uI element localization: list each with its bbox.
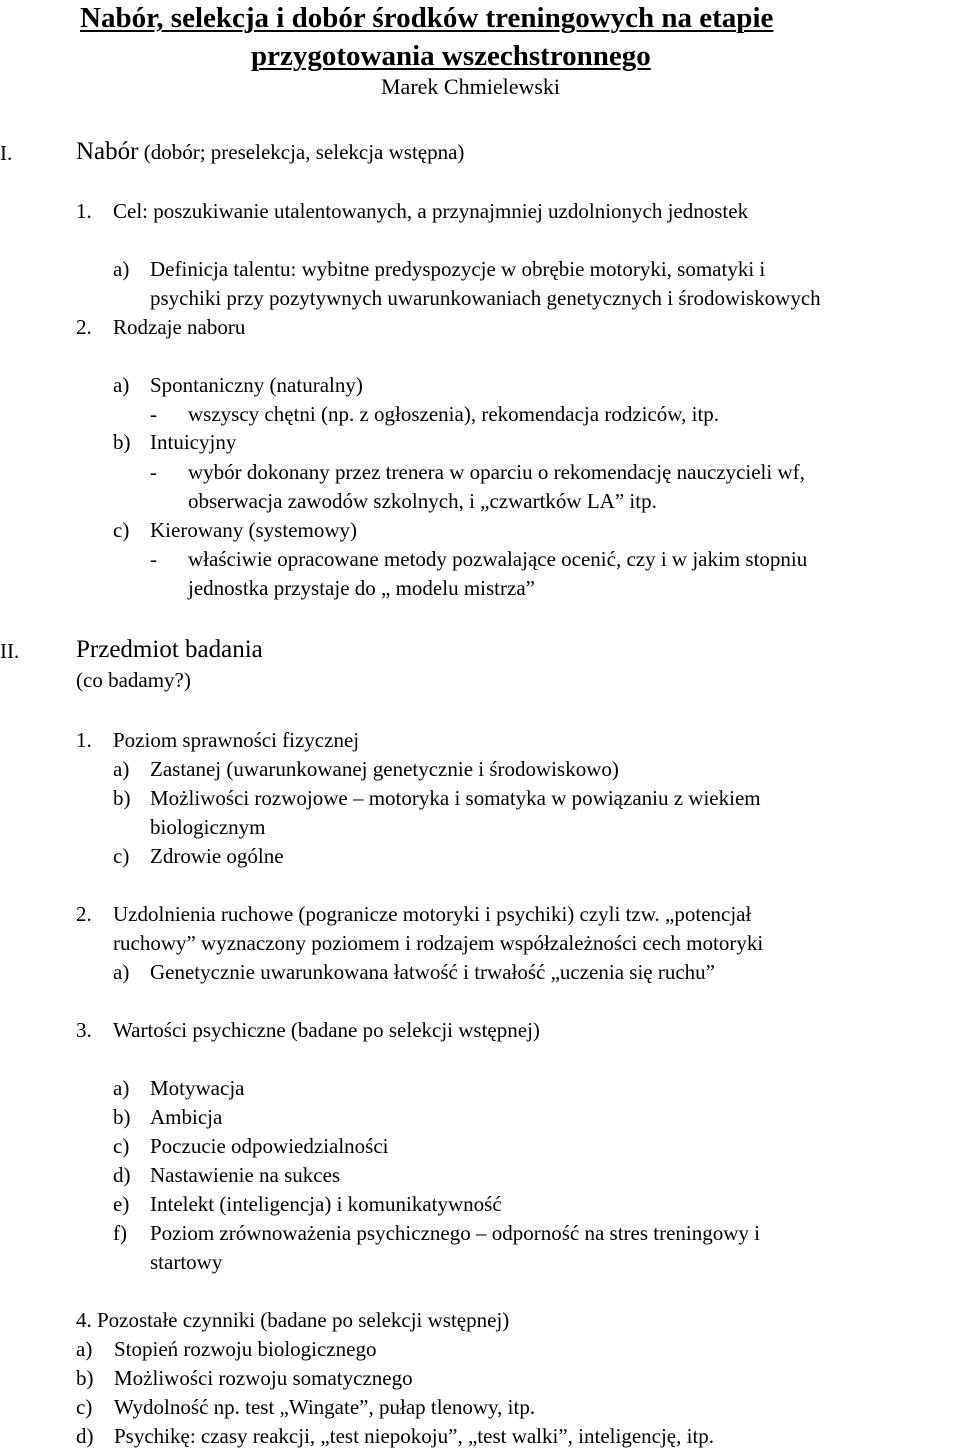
s2-item3-c-label: c)	[113, 1134, 130, 1158]
s1-item2-b-sub2: obserwacja zawodów szkolnych, i „czwartków LA” itp.	[188, 489, 657, 513]
s1-item1-text: Cel: poszukiwanie utalentowanych, a przynajmniej uzdolnionych jednostek	[113, 199, 749, 223]
s2-item3-d-label: d)	[113, 1163, 131, 1187]
s2-item4-a-text: Stopień rozwoju biologicznego	[114, 1337, 377, 1361]
s2-item1-num: 1.	[76, 728, 92, 752]
title-line-1: Nabór, selekcja i dobór środków treningowych na etapie	[80, 2, 774, 34]
s2-item2-a-label: a)	[113, 960, 130, 984]
s2-item4-b-text: Możliwości rozwoju somatycznego	[114, 1366, 413, 1390]
section-1-heading	[76, 139, 464, 164]
s2-item1-c-label: c)	[113, 844, 130, 868]
s1-item2-num: 2.	[76, 315, 92, 339]
s2-item2-num: 2.	[76, 902, 92, 926]
s1-item1-a-line2: psychiki przy pozytywnych uwarunkowaniach genetycznych i środowiskowych	[150, 286, 821, 310]
s1-item2-text: Rodzaje naboru	[113, 315, 246, 339]
s2-item3-num: 3.	[76, 1018, 92, 1042]
s2-item1-b-line2: biologicznym	[150, 815, 266, 839]
s2-item3-text: Wartości psychiczne (badane po selekcji wstępnej)	[113, 1018, 540, 1042]
s1-item2-c-sub2: jednostka przystaje do „ modelu mistrza”	[188, 576, 535, 600]
s1-item1-num: 1.	[76, 199, 92, 223]
s1-item1-a-line1: Definicja talentu: wybitne predyspozycje w obrębie motoryki, somatyki i	[150, 257, 766, 281]
s1-item2-a-sub: wszyscy chętni (np. z ogłoszenia), rekomendacja rodziców, itp.	[188, 402, 720, 426]
section-2-numeral: II.	[0, 639, 20, 663]
s2-item4-d-label: d)	[76, 1424, 94, 1448]
s2-item1-b-line1: Możliwości rozwojowe – motoryka i somatyka w powiązaniu z wiekiem	[150, 786, 761, 810]
s1-item2-b-sub1: wybór dokonany przez trenera w oparciu o rekomendację nauczycieli wf,	[188, 460, 805, 484]
s2-item2-line1: Uzdolnienia ruchowe (pogranicze motoryki i psychiki) czyli tzw. „potencjał	[113, 902, 752, 926]
s2-item3-a-text: Motywacja	[150, 1076, 245, 1100]
s2-item1-c-text: Zdrowie ogólne	[150, 844, 284, 868]
section-1-heading-main: Nabór	[76, 138, 139, 165]
s2-item1-text: Poziom sprawności fizycznej	[113, 728, 360, 752]
s2-item1-a-text: Zastanej (uwarunkowanej genetycznie i środowiskowo)	[150, 757, 619, 781]
s1-item2-a-label: a)	[113, 373, 130, 397]
s2-item3-b-label: b)	[113, 1105, 131, 1129]
section-1-heading-rest: (dobór; preselekcja, selekcja wstępna)	[143, 140, 465, 164]
author: Marek Chmielewski	[381, 74, 561, 99]
s2-item3-f-label: f)	[113, 1221, 127, 1245]
s2-item3-d-text: Nastawienie na sukces	[150, 1163, 341, 1187]
s2-item3-f-text: Poziom zrównoważenia psychicznego – odporność na stres treningowy i	[150, 1221, 761, 1245]
s1-item2-b-dash: -	[150, 460, 157, 484]
section-2-subheading: (co badamy?)	[76, 668, 191, 692]
s2-item3-c-text: Poczucie odpowiedzialności	[150, 1134, 389, 1158]
s2-item4-c-label: c)	[76, 1395, 93, 1419]
s2-item4-heading: 4. Pozostałe czynniki (badane po selekcji wstępnej)	[76, 1308, 510, 1332]
s1-item2-c-sub1: właściwie opracowane metody pozwalające ocenić, czy i w jakim stopniu	[188, 547, 808, 571]
s2-item3-e-text: Intelekt (inteligencja) i komunikatywność	[150, 1192, 502, 1216]
title-line-2: przygotowania wszechstronnego	[251, 40, 651, 72]
s1-item2-c-text: Kierowany (systemowy)	[150, 518, 358, 542]
s2-item3-b-text: Ambicja	[150, 1105, 223, 1129]
s2-item1-b-label: b)	[113, 786, 131, 810]
section-1-numeral: I.	[0, 141, 13, 165]
s1-item2-b-label: b)	[113, 430, 131, 454]
s2-item4-a-label: a)	[76, 1337, 93, 1361]
s1-item2-a-text: Spontaniczny (naturalny)	[150, 373, 363, 397]
s2-item4-c-text: Wydolność np. test „Wingate”, pułap tlenowy, itp.	[114, 1395, 536, 1419]
s1-item2-a-dash: -	[150, 402, 157, 426]
section-2-heading: Przedmiot badania	[76, 636, 263, 663]
s1-item1-a-label: a)	[113, 257, 130, 281]
s2-item3-f-line2: startowy	[150, 1250, 223, 1274]
s2-item3-e-label: e)	[113, 1192, 130, 1216]
s1-item2-b-text: Intuicyjny	[150, 430, 237, 454]
s2-item2-line2: ruchowy” wyznaczony poziomem i rodzajem współzależności cech motoryki	[113, 931, 764, 955]
s1-item2-c-label: c)	[113, 518, 130, 542]
s2-item3-a-label: a)	[113, 1076, 130, 1100]
s2-item1-a-label: a)	[113, 757, 130, 781]
s2-item4-b-label: b)	[76, 1366, 94, 1390]
s2-item4-d-text: Psychikę: czasy reakcji, „test niepokoju”, „test walki”, inteligencję, itp.	[114, 1424, 715, 1448]
s2-item2-a-text: Genetycznie uwarunkowana łatwość i trwałość „uczenia się ruchu”	[150, 960, 716, 984]
s1-item2-c-dash: -	[150, 547, 157, 571]
